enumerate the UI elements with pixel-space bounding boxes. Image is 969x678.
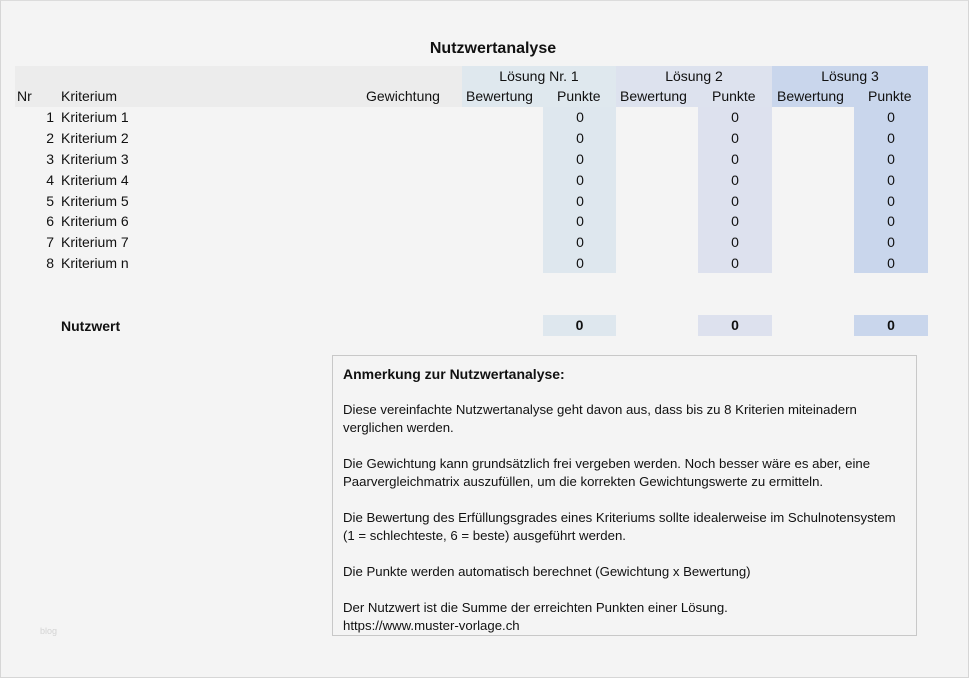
row-nr: 7 xyxy=(46,234,54,250)
note-paragraph: Die Bewertung des Erfüllungsgrades eines Kriteriums sollte idealerweise im Schulnotensystem (1 = schlechteste, 6 = beste) ausgeführt werden. xyxy=(343,510,896,543)
header-bewertung-3: Bewertung xyxy=(777,88,844,104)
note-paragraph: Die Gewichtung kann grundsätzlich frei vergeben werden. Noch besser wäre es aber, eine Paarvergleichmatrix auszufüllen, um die korrekten Gewichtungswerte zu ermitteln. xyxy=(343,456,871,489)
row-nr: 1 xyxy=(46,109,54,125)
table-row xyxy=(0,213,969,234)
row-punkte-3[interactable]: 0 xyxy=(887,151,895,167)
table-row xyxy=(0,151,969,172)
note-title: Anmerkung zur Nutzwertanalyse: xyxy=(343,366,565,382)
row-punkte-1[interactable]: 0 xyxy=(576,172,584,188)
row-kriterium[interactable]: Kriterium 2 xyxy=(61,130,129,146)
row-nr: 8 xyxy=(46,255,54,271)
header-bewertung-2: Bewertung xyxy=(620,88,687,104)
row-punkte-3[interactable]: 0 xyxy=(887,234,895,250)
nutzwert-solution-2[interactable]: 0 xyxy=(698,315,772,336)
row-punkte-2[interactable]: 0 xyxy=(731,151,739,167)
header-nr: Nr xyxy=(17,88,32,104)
row-nr: 4 xyxy=(46,172,54,188)
row-punkte-2[interactable]: 0 xyxy=(731,109,739,125)
row-punkte-2[interactable]: 0 xyxy=(731,193,739,209)
row-punkte-3[interactable]: 0 xyxy=(887,172,895,188)
row-punkte-3[interactable]: 0 xyxy=(887,255,895,271)
row-punkte-2[interactable]: 0 xyxy=(731,255,739,271)
row-punkte-2[interactable]: 0 xyxy=(731,234,739,250)
row-kriterium[interactable]: Kriterium 7 xyxy=(61,234,129,250)
header-punkte-2: Punkte xyxy=(712,88,756,104)
nutzwert-solution-3[interactable]: 0 xyxy=(854,315,928,336)
row-kriterium[interactable]: Kriterium n xyxy=(61,255,129,271)
note-url-link[interactable]: https://www.muster-vorlage.ch xyxy=(343,618,520,633)
row-punkte-3[interactable]: 0 xyxy=(887,130,895,146)
table-row xyxy=(0,109,969,130)
row-punkte-2[interactable]: 0 xyxy=(731,172,739,188)
header-punkte-1: Punkte xyxy=(557,88,601,104)
table-row xyxy=(0,234,969,255)
header-kriterium: Kriterium xyxy=(61,88,118,104)
solution-2-title: Lösung 2 xyxy=(665,68,723,84)
table-row xyxy=(0,172,969,193)
row-punkte-3[interactable]: 0 xyxy=(887,109,895,125)
row-punkte-1[interactable]: 0 xyxy=(576,213,584,229)
nutzwert-solution-1[interactable]: 0 xyxy=(543,315,616,336)
watermark: blog xyxy=(40,626,58,636)
row-nr: 5 xyxy=(46,193,54,209)
note-paragraph: Diese vereinfachte Nutzwertanalyse geht davon aus, dass bis zu 8 Kriterien miteinadern verglichen werden. xyxy=(343,402,857,435)
row-punkte-1[interactable]: 0 xyxy=(576,130,584,146)
row-punkte-2[interactable]: 0 xyxy=(731,130,739,146)
row-nr: 3 xyxy=(46,151,54,167)
row-kriterium[interactable]: Kriterium 5 xyxy=(61,193,129,209)
header-gewichtung: Gewichtung xyxy=(366,88,440,104)
row-nr: 6 xyxy=(46,213,54,229)
note-last-line: Der Nutzwert ist die Summe der erreichten Punkten einer Lösung. xyxy=(343,600,728,615)
row-punkte-1[interactable]: 0 xyxy=(576,255,584,271)
row-kriterium[interactable]: Kriterium 6 xyxy=(61,213,129,229)
row-kriterium[interactable]: Kriterium 3 xyxy=(61,151,129,167)
table-row xyxy=(0,255,969,276)
row-nr: 2 xyxy=(46,130,54,146)
row-punkte-1[interactable]: 0 xyxy=(576,234,584,250)
solution-3-title: Lösung 3 xyxy=(821,68,879,84)
header-bewertung-1: Bewertung xyxy=(466,88,533,104)
row-kriterium[interactable]: Kriterium 1 xyxy=(61,109,129,125)
row-punkte-2[interactable]: 0 xyxy=(731,213,739,229)
row-punkte-3[interactable]: 0 xyxy=(887,213,895,229)
row-punkte-1[interactable]: 0 xyxy=(576,151,584,167)
row-punkte-1[interactable]: 0 xyxy=(576,193,584,209)
row-kriterium[interactable]: Kriterium 4 xyxy=(61,172,129,188)
row-punkte-1[interactable]: 0 xyxy=(576,109,584,125)
note-paragraph: Die Punkte werden automatisch berechnet (Gewichtung x Bewertung) xyxy=(343,564,751,579)
nutzwert-label: Nutzwert xyxy=(61,318,121,334)
solution-1-title: Lösung Nr. 1 xyxy=(499,68,579,84)
row-punkte-3[interactable]: 0 xyxy=(887,193,895,209)
table-row xyxy=(0,193,969,214)
table-row xyxy=(0,130,969,151)
page-title: Nutzwertanalyse xyxy=(429,40,557,57)
header-punkte-3: Punkte xyxy=(868,88,912,104)
note-box[interactable] xyxy=(332,355,917,636)
